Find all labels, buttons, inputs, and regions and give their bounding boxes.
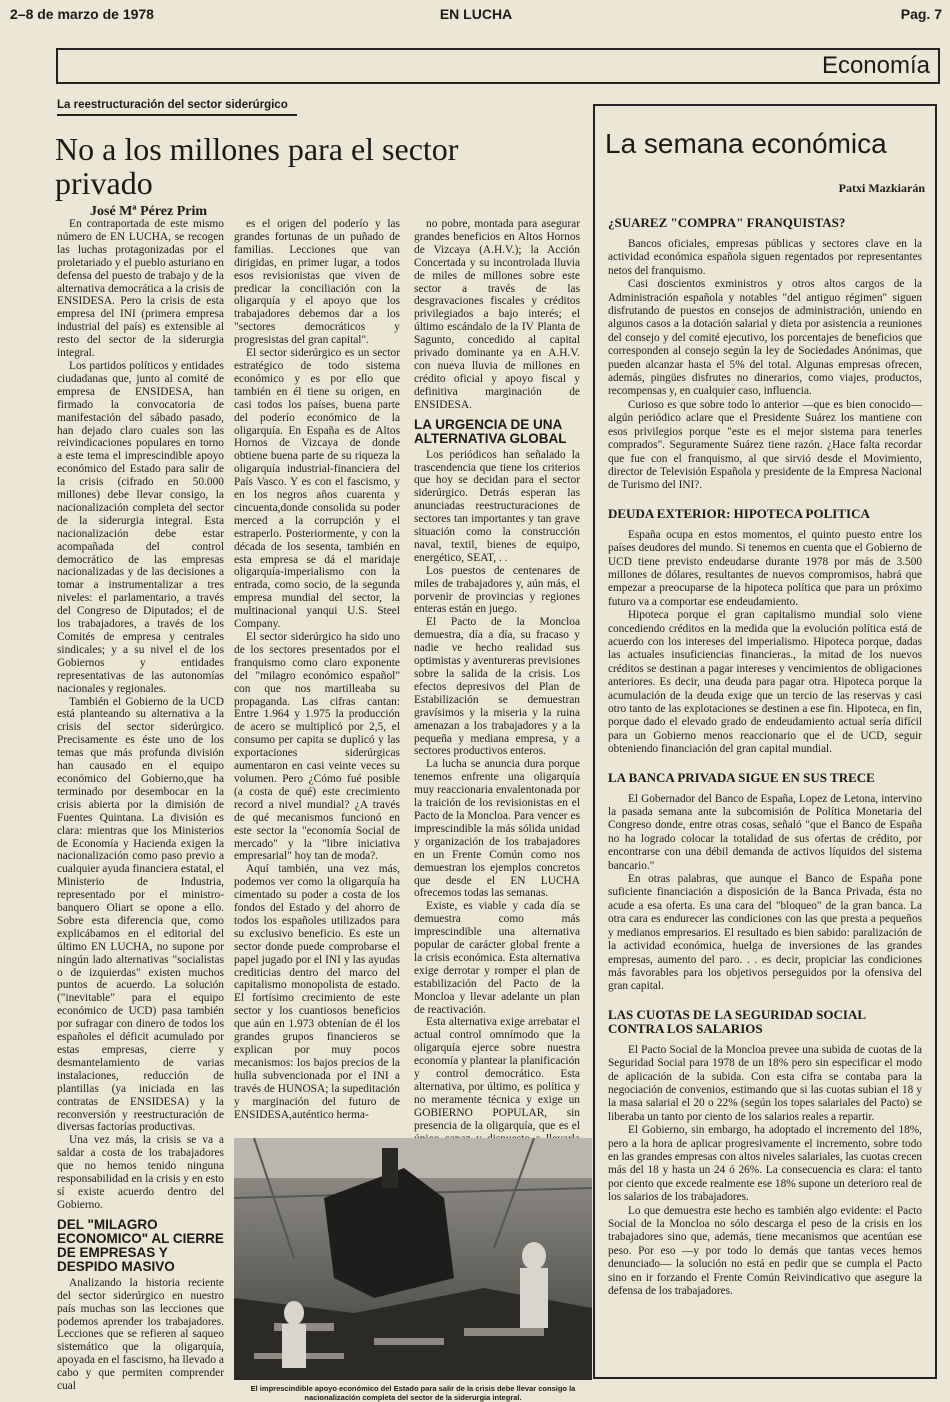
paragraph: El sector siderúrgico es un sector estratégico de todo sistema económico y es por ello que también en él tiene su origen, en casi todos los países, buena parte del poderío económico de la oligarquía. En España es de Altos Hornos de Vizcaya de donde obtiene buena parte de su riqueza la oligarquía industrial-financiera del País Vasco. Y es con el fascismo, y en los negros años cuarenta y cincuenta,donde consolida su poder merced a la corrupción y el estraperlo. Posteriormente, y con la década de los sesenta, también en esta empresa se dá el maridaje oligarquía-imperialismo con la entrada, como socio, de la segunda empresa mundial del sector, la multinacional yanqui U.S. Steel Company. bbox=[234, 347, 400, 631]
paragraph: Lo que demuestra este hecho es también algo evidente: el Pacto Social de la Moncloa no sólo descarga el peso de la crisis en los trabajadores sino que, además, tiene mecanismos que acentúan ese peso. Por eso —y por todo lo demás que tantas veces hemos denunciado— la solución no está en pedir que se cumpla el Pacto sino en ir forzando el Frente Común Reivindicativo que asegure la defensa de los trabajadores. bbox=[608, 1204, 922, 1298]
paragraph: La lucha se anuncia dura porque tenemos enfrente una oligarquía muy reaccionaria envalentonada por la traición de los revisionistas en el Pacto de la Moncloa. Para vencer es imprescindible la más sólida unidad y organización de los trabajadores en un Frente Común como nos demuestran los ejemplos concretos que desde el EN LUCHA ofrecemos todas las semanas. bbox=[414, 758, 580, 900]
paragraph: Analizando la historia reciente del sector siderúrgico en nuestro país muchas son las lecciones que podemos aprender los trabajadores. Lecciones que se refieren al saqueo sistemático que la oligarquía, apoyada en el fascismo, ha llevado a cabo y que permiten comprender cual bbox=[57, 1276, 224, 1393]
subheading: DEL "MILAGRO ECONOMICO" AL CIERRE DE EMPRESAS Y DESPIDO MASIVO bbox=[57, 1216, 224, 1274]
article-column-3 bbox=[414, 218, 580, 1133]
subheading: ¿SUAREZ "COMPRA" FRANQUISTAS? bbox=[608, 215, 846, 230]
sidebar-body bbox=[608, 210, 922, 1369]
subheading: LAS CUOTAS DE LA SEGURIDAD SOCIAL CONTRA LOS SALARIOS bbox=[608, 1006, 866, 1036]
paragraph: Casi doscientos exministros y otros altos cargos de la Administración española y notables "del antiguo régimen" siguen disfrutando de puestos en consejos de administración, uniendo en algunos casos a la dotación salarial y dieta por asistencia a reuniones del consejo y del comité ejecutivo, los porcentajes de beneficios que corresponden al consejo según la ley de Sociedades Anónimas, que pueden alcanzar hasta el 5% del total. Algunas empresas ofrecen, además, pingües disfrutes no dinerarios, como viajes, productos, recompensas y, en cualquier caso, influencia. bbox=[608, 278, 922, 398]
article-kicker: La reestructuración del sector siderúrgico bbox=[57, 99, 297, 116]
paragraph: El Pacto de la Moncloa demuestra, día a día, su fracaso y nadie ve hecho realidad sus optimistas y aventureras previsiones sobre la salida de la crisis. Los efectos depresivos del Plan de Estabilización se demuestran gravísimos y la miseria y la ruina amenazan a los trabajadores y a la pequeña y mediana empresa, y a sectores productivos enteros. bbox=[414, 616, 580, 758]
section-name: Economía bbox=[821, 52, 930, 79]
sidebar-title: La semana económica bbox=[605, 128, 887, 159]
paragraph: Existe, es viable y cada día se demuestra como más imprescindible una alternativa popular de carácter global frente a la crisis económica. Esta alternativa exige derrotar y romper el plan de estabilización del Pacto de la Moncloa y llevar adelante un plan de reactivación. bbox=[414, 900, 580, 1016]
paragraph: El Pacto Social de la Moncloa prevee una subida de cuotas de la Seguridad Social para 1978 de un 18% pero sin especificar el modo de aplicación de la subida. Con esta cifra se contaba para la negociación de convenios, estimando que si las cuotas subian el 18 y la masa salarial el 20 o 22% (según los topes salariales del Pacto) se liberaba un tanto por ciento de los salarios reales a repartir. bbox=[608, 1043, 922, 1123]
subheading: LA BANCA PRIVADA SIGUE EN SUS TRECE bbox=[608, 769, 875, 785]
issue-date: 2–8 de marzo de 1978 bbox=[10, 6, 154, 22]
sidebar-box bbox=[593, 104, 937, 1379]
article-byline: José Mª Pérez Prim bbox=[90, 204, 208, 219]
section-banner bbox=[56, 48, 940, 84]
paragraph: El Gobierno, sin embargo, ha adoptado el incremento del 18%, pero a la hora de aplicar progresivamente el incremento, sobre todo en las grandes empresas con altos niveles salariales, las cuotas crecen más del 18 y hasta un 24 ó 26%. La consecuencia es clara: el tanto por ciento que excede realmente ese 18% supone un deterioro real de los salarios de los trabajadores. bbox=[608, 1124, 922, 1204]
paragraph: Los periódicos han señalado la trascendencia que tiene los criterios que hoy se decidan para el sector siderúrgico. Detrás esperan las anunciadas reestructuraciones de sectores tan importantes y tan grave situación como la construcción naval, textil, bienes de equipo, energético, SEAT, . . bbox=[414, 448, 580, 564]
paragraph: Los puestos de centenares de miles de trabajadores y, aún más, el porvenir de provincias y regiones enteras están en juego. bbox=[414, 564, 580, 616]
paragraph: Aquí también, una vez más, podemos ver como la oligarquía ha cimentado su poder a costa de los fondos del Estado y del ahorro de todos los españoles utilizados para su exclusivo beneficio. Es este un sector donde puede comprobarse el papel jugado por el INI y las ayudas crediticias dentro del marco del capitalismo monopolista de estado. El fortísimo crecimiento de este sector y los cuantiosos beneficios que aún en 1.973 obtenían de él los grandes grupos financieros se explican por muy pocos mecanismos: los bajos precios de la hulla subvencionada por el INI a través de HUNOSA; la supeditación y marginación del futuro de ENSIDESA,auténtico herma- bbox=[234, 863, 400, 1121]
paragraph: El sector siderúrgico ha sido uno de los sectores presentados por el franquismo como claro exponente del "milagro económico español" con que nos martilleaba su propaganda. Las cifras cantan: Entre 1.964 y 1.975 la producción de acero se multiplicó por 2,5, el consumo per capita se duplicó y las exportaciones siderúrgicas aumentaron en casi veinte veces su volumen. Pero ¿Cómo fué posible (a costa de qué) este crecimiento record a nivel mundial? ¿A través de qué mecanismos funcionó en este sector la "economía Social de mercado" y la "libre iniciativa empresarial" hoy tan de moda?. bbox=[234, 631, 400, 863]
page-number: Pag. 7 bbox=[900, 6, 942, 22]
sidebar-byline: Patxi Mazkiarán bbox=[838, 181, 925, 195]
subheading: DEUDA EXTERIOR: HIPOTECA POLITICA bbox=[608, 505, 870, 521]
paragraph: no pobre, montada para asegurar grandes beneficios en Altos Hornos de Vizcaya (A.H.V.); la Acción Concertada y su incontrolada lluvia de miles de millones sobre este sector a través de las desgravaciones fiscales y créditos privilegiados a bajo interés; el último escándalo de la IV Planta de Sagunto, concedido al capital privado dominante ya en A.H.V. con nueva lluvia de millones en crédito oficial y apoyo fiscal y definitiva marginación de ENSIDESA. bbox=[414, 218, 580, 411]
subheading: LA URGENCIA DE UNA ALTERNATIVA GLOBAL bbox=[414, 416, 567, 446]
article-column-1 bbox=[57, 218, 224, 1393]
paragraph: Curioso es que sobre todo lo anterior —que es bien conocido— algún periódico aclare que el Presidente Suárez los mantiene con esos privilegios porque "este es el mejor sistema para tenerles comprados". Seguramente Suárez tiene razón. ¿Hace falta recordar que fue con el franquismo, al que sirvió desde el Movimiento, director de Televisión Española y presidente de la Empresa Nacional de Turismo del INI?. bbox=[608, 398, 922, 492]
paragraph: También el Gobierno de la UCD está planteando su alternativa a la crisis del sector siderúrgico. Precisamente es éste uno de los temas que más profunda división han causado en el equipo económico del Gobierno,que ha terminado por desembocar en la crisis abierta por la dimisión de Fuentes Quintana. La división es clara: mientras que los Ministerios de Economía y Hacienda exigen la nacionalización como paso previo a cualquier ayuda financiera estatal, el Ministerio de Industria, representado por el ministro-banquero Oliart se opone a ello. Sobre esta diferencia que, como explicábamos en el editorial del último EN LUCHA, no supone por ningún lado alternativas "socialistas o de izquierdas" existen muchos puntos de acuerdo. La solución ("inevitable" para el equipo económico de UCD) pasa también por sufragar con dinero de todos los españoles el déficit acumulado por estas empresas, cierre y desmantelamiento de varias instalaciones, reducción de plantillas (ya iniciada en las contratas de ENSIDESA) y la reconversión y reestructuración de diversas factorías productivas. bbox=[57, 695, 224, 1134]
paragraph: Bancos oficiales, empresas públicas y sectores clave en la actividad económica española siguen regentados por representantes netos del franquismo. bbox=[608, 238, 922, 277]
article-column-2 bbox=[234, 218, 400, 1133]
photo-steel-plant bbox=[234, 1138, 592, 1380]
paragraph: Hipoteca porque el gran capitalismo mundial solo viene concediendo créditos en la medida que la evolución política está de acuerdo con los intereses del imperialismo. Hipoteca porque, dadas las actuales insuficiencias financieras., la mitad de los nuevos créditos se destinan a pagar intereses y vencimientos de obligaciones anteriores. Es decir, una deuda para pagar otra. Hipoteca porque la acumulación de la deuda exige que un tercio de las reservas y casi otro tanto de las explotaciones se destinen a ese fin. Hipoteca, en fin, porque dado el elevado grado de endeudamiento actual sería difícil para un Gobierno menos reaccionario que el de UCD, seguir obteniendo financiación del gran capital mundial. bbox=[608, 609, 922, 756]
paragraph: El Gobernador del Banco de España, Lopez de Letona, intervino la pasada semana ante la subcomisión de Política Monetaria del Congreso donde, entre otras cosas, señaló "que el Banco de España no ha logrado colocar la totalidad de sus ofertas de crédito, por encontrarse con una débil demanda de activos líquidos del sistema bancario." bbox=[608, 792, 922, 872]
paragraph: Esta alternativa exige arrebatar el actual control omnímodo que la oligarquía ejerce sobre nuestra economía y plantear la planificación y control democrático. Esta alternativa, por último, es política y no meramente técnica y exige un GOBIERNO POPULAR, sin presencia de la oligarquía, que es el bbox=[414, 1016, 580, 1132]
newspaper-name: EN LUCHA bbox=[439, 6, 513, 22]
page-header bbox=[10, 6, 942, 26]
paragraph: es el origen del poderío y las grandes fortunas de un puñado de familias. Lecciones que van dirigidas, en primer lugar, a todos esos revisionistas que viven de predicar la conciliación con la oligarquía y el apoyo que los trabajadores debemos dar a los "sectores democráticos y progresistas del gran capital". bbox=[234, 218, 400, 347]
paragraph: España ocupa en estos momentos, el quinto puesto entre los países deudores del mundo. Si tenemos en cuenta que el Gobierno de UCD tiene previsto endeudarse durante 1978 por más de 3.500 millones de dólares, resultantes de nuevos compromisos, habrá que empezar a preocuparse de la hipoteca política que para un próximo futuro va a comportar ese endeudamiento. bbox=[608, 528, 922, 608]
article-headline: No a los millones para el sector privado bbox=[55, 131, 459, 201]
paragraph: Los partidos políticos y entidades ciudadanas que, junto al comité de empresa de ENSIDESA, han firmado la convocatoria de manifestación del sábado pasado, han dejado claro cuales son las reivindicaciones populares en torno a este tema el imprescindible apoyo económico del Estado para salir de la crisis (cifrado en 50.000 millones) debe llevar consigo, la nacionalización completa del sector de la siderurgia integral. Esta nacionalización debe estar acompañada del control democrático de las empresas nacionalizadas y de las decisiones a tomar a instrumentalizar a tres niveles: el parlamentario, a través del Congreso de Diputados; el de los trabajadores, a través de los Comités de empresa y centrales sindicales; y a su nivel el de los Gobiernos y entidades representativas de las autonomías nacionales y regionales. bbox=[57, 359, 224, 695]
steel-plant-photo-illustration bbox=[234, 1138, 592, 1380]
paragraph: En otras palabras, que aunque el Banco de España pone suficiente financiación a disposición de la Banca Privada, ésta no acude a esa oferta. Es una cara del "bloqueo" de la gran banca. La otra cara es endurecer las condiciones con las que presta a pequeños y medianos empresarios. El resultado es bien sabido: paralización de la actividad económica, huelga de inversiones de las grandes empresas, aumento del paro. . . es decir, propiciar las condiciones más favorables para los objetivos perseguidos por la ofensiva del gran capital. bbox=[608, 873, 922, 993]
paragraph: En contraportada de este mismo número de EN LUCHA, se recogen las luchas protagonizadas por el proletariado y el pueblo asturiano en defensa del puesto de trabajo y de la alternativa democrática a la crisis de ENSIDESA. Pero la crisis de esta empresa del INI (primera empresa industrial del país) es extensible al resto del sector de la siderurgia integral. bbox=[57, 218, 224, 360]
paragraph: Una vez más, la crisis se va a saldar a costa de los trabajadores que no hemos tenido ninguna responsabilidad en la crisis y en esto sí existe acuerdo dentro del Gobierno. bbox=[57, 1134, 224, 1211]
photo-caption: El imprescindible apoyo económico del Estado para salir de la crisis debe llevar consigo la nacionalización completa del sector de la siderurgia integral. bbox=[250, 1384, 576, 1402]
